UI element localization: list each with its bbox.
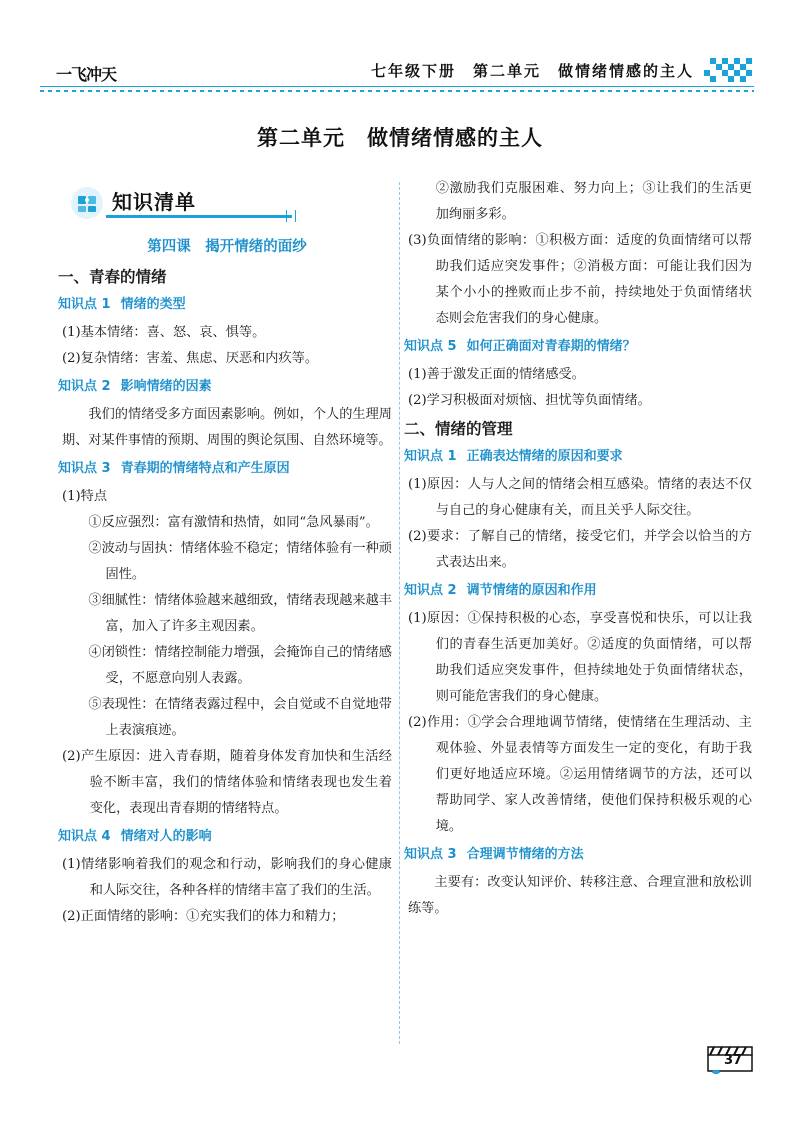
list-item: (2)学习积极面对烦恼、担忧等负面情绪。 xyxy=(408,393,651,408)
running-header xyxy=(40,56,754,92)
kp-title: 调节情绪的原因和作用 xyxy=(466,583,597,598)
list-item: (2)产生原因：进入青春期，随着身体发育加快和生活经验不断丰富，我们的情绪体验和情绪表现也发生着变化，表现出青春期的情绪特点。 xyxy=(62,749,392,816)
kp-title: 合理调节情绪的方法 xyxy=(466,847,584,862)
puzzle-icon xyxy=(70,186,104,220)
list-item: ③细腻性：情绪体验越来越细致，情绪表现越来越丰富，加入了许多主观因素。 xyxy=(88,593,392,634)
running-title: 七年级下册 第二单元 做情绪情感的主人 xyxy=(370,62,694,80)
kp-title: 正确表达情绪的原因和要求 xyxy=(466,449,623,464)
list-item: (1)原因：①保持积极的心态，享受喜悦和快乐，可以让我们的青春生活更加美好。②适度的负面情绪，可以帮助我们适应突发事件，但持续地处于负面情绪状态，则可能危害我们的身心健康。 xyxy=(408,611,752,704)
list-item: (2)复杂情绪：害羞、焦虑、厌恶和内疚等。 xyxy=(62,351,319,366)
section-heading-2: 二、情绪的管理 xyxy=(404,420,513,438)
lesson-title: 第四课 揭开情绪的面纱 xyxy=(147,239,307,255)
knowledge-point-heading xyxy=(404,578,752,604)
list-item: ②波动与固执：情绪体验不稳定；情绪体验有一种顽固性。 xyxy=(88,541,392,582)
list-item: (3)负面情绪的影响：①积极方面：适度的负面情绪可以帮助我们适应突发事件；②消极方面：可能让我们因为某个小小的挫败而止步不前，持续地处于负面情绪状态则会危害我们的身心健康。 xyxy=(408,233,752,326)
kp-tag: 知识点 2 xyxy=(58,379,111,394)
paragraph: 我们的情绪受多方面因素影响。例如，个人的生理周期、对某件事情的预期、周围的舆论氛围、自然环境等。 xyxy=(62,407,392,448)
kp-tag: 知识点 1 xyxy=(404,449,457,464)
list-item: (1)原因：人与人之间的情绪会相互感染。情绪的表达不仅与自己的身心健康有关，而且关乎人际交往。 xyxy=(408,477,752,518)
knowledge-point-heading xyxy=(404,334,752,360)
list-item-continued: ②激励我们克服困难、努力向上；③让我们的生活更加绚丽多彩。 xyxy=(435,181,752,222)
kp-title: 青春期的情绪特点和产生原因 xyxy=(120,461,290,476)
kp-tag: 知识点 3 xyxy=(58,461,111,476)
kp-tag: 知识点 4 xyxy=(58,829,111,844)
right-column xyxy=(404,176,752,922)
knowledge-point-heading xyxy=(404,842,752,868)
banner-title: 知识清单 xyxy=(112,190,196,214)
knowledge-point-heading xyxy=(58,456,392,482)
list-item: (2)要求：了解自己的情绪，接受它们，并学会以恰当的方式表达出来。 xyxy=(408,529,752,570)
list-item: ①反应强烈：富有激情和热情，如同“急风暴雨”。 xyxy=(88,515,379,530)
knowledge-point-heading xyxy=(58,824,392,850)
header-rule xyxy=(40,86,754,92)
page-number: 37 xyxy=(724,1053,743,1068)
knowledge-banner xyxy=(62,182,392,228)
list-item: (2)正面情绪的影响：①充实我们的体力和精力； xyxy=(62,909,345,924)
list-item: ④闭锁性：情绪控制能力增强，会掩饰自己的情绪感受，不愿意向别人表露。 xyxy=(88,645,392,686)
left-column xyxy=(58,182,392,930)
list-item: ⑤表现性：在情绪表露过程中，会自觉或不自觉地带上表演痕迹。 xyxy=(88,697,392,738)
kp-tag: 知识点 1 xyxy=(58,297,111,312)
kp-tag: 知识点 2 xyxy=(404,583,457,598)
kp-title: 影响情绪的因素 xyxy=(120,379,212,394)
section-heading-1: 一、青春的情绪 xyxy=(58,268,167,286)
knowledge-point-heading xyxy=(58,374,392,400)
list-item: (1)特点 xyxy=(62,489,108,504)
column-divider xyxy=(399,182,400,1044)
kp-title: 如何正确面对青春期的情绪？ xyxy=(466,339,636,354)
kp-tag: 知识点 5 xyxy=(404,339,457,354)
paragraph: 主要有：改变认知评价、转移注意、合理宣泄和放松训练等。 xyxy=(408,875,752,916)
knowledge-point-heading xyxy=(404,444,752,470)
checker-decoration-icon xyxy=(702,56,754,82)
banner-underline xyxy=(106,215,292,218)
list-item: (1)情绪影响着我们的观念和行动，影响我们的身心健康和人际交往，各种各样的情绪丰富了我们的生活。 xyxy=(62,857,392,898)
knowledge-point-heading xyxy=(58,292,392,318)
kp-title: 情绪的类型 xyxy=(120,297,186,312)
page-number-badge xyxy=(706,1045,756,1075)
list-item: (1)善于激发正面的情绪感受。 xyxy=(408,367,585,382)
brand-logo: 一飞冲天 xyxy=(56,65,117,84)
list-item: (2)作用：①学会合理地调节情绪，使情绪在生理活动、主观体验、外显表情等方面发生一定的变化，有助于我们更好地适应环境。②运用情绪调节的方法，还可以帮助同学、家人改善情绪，使他们保持积极乐观的心境。 xyxy=(408,715,752,834)
kp-tag: 知识点 3 xyxy=(404,847,457,862)
unit-title: 第二单元 做情绪情感的主人 xyxy=(257,126,543,150)
list-item: (1)基本情绪：喜、怒、哀、惧等。 xyxy=(62,325,266,340)
banner-underline-end xyxy=(286,210,296,222)
kp-title: 情绪对人的影响 xyxy=(120,829,212,844)
